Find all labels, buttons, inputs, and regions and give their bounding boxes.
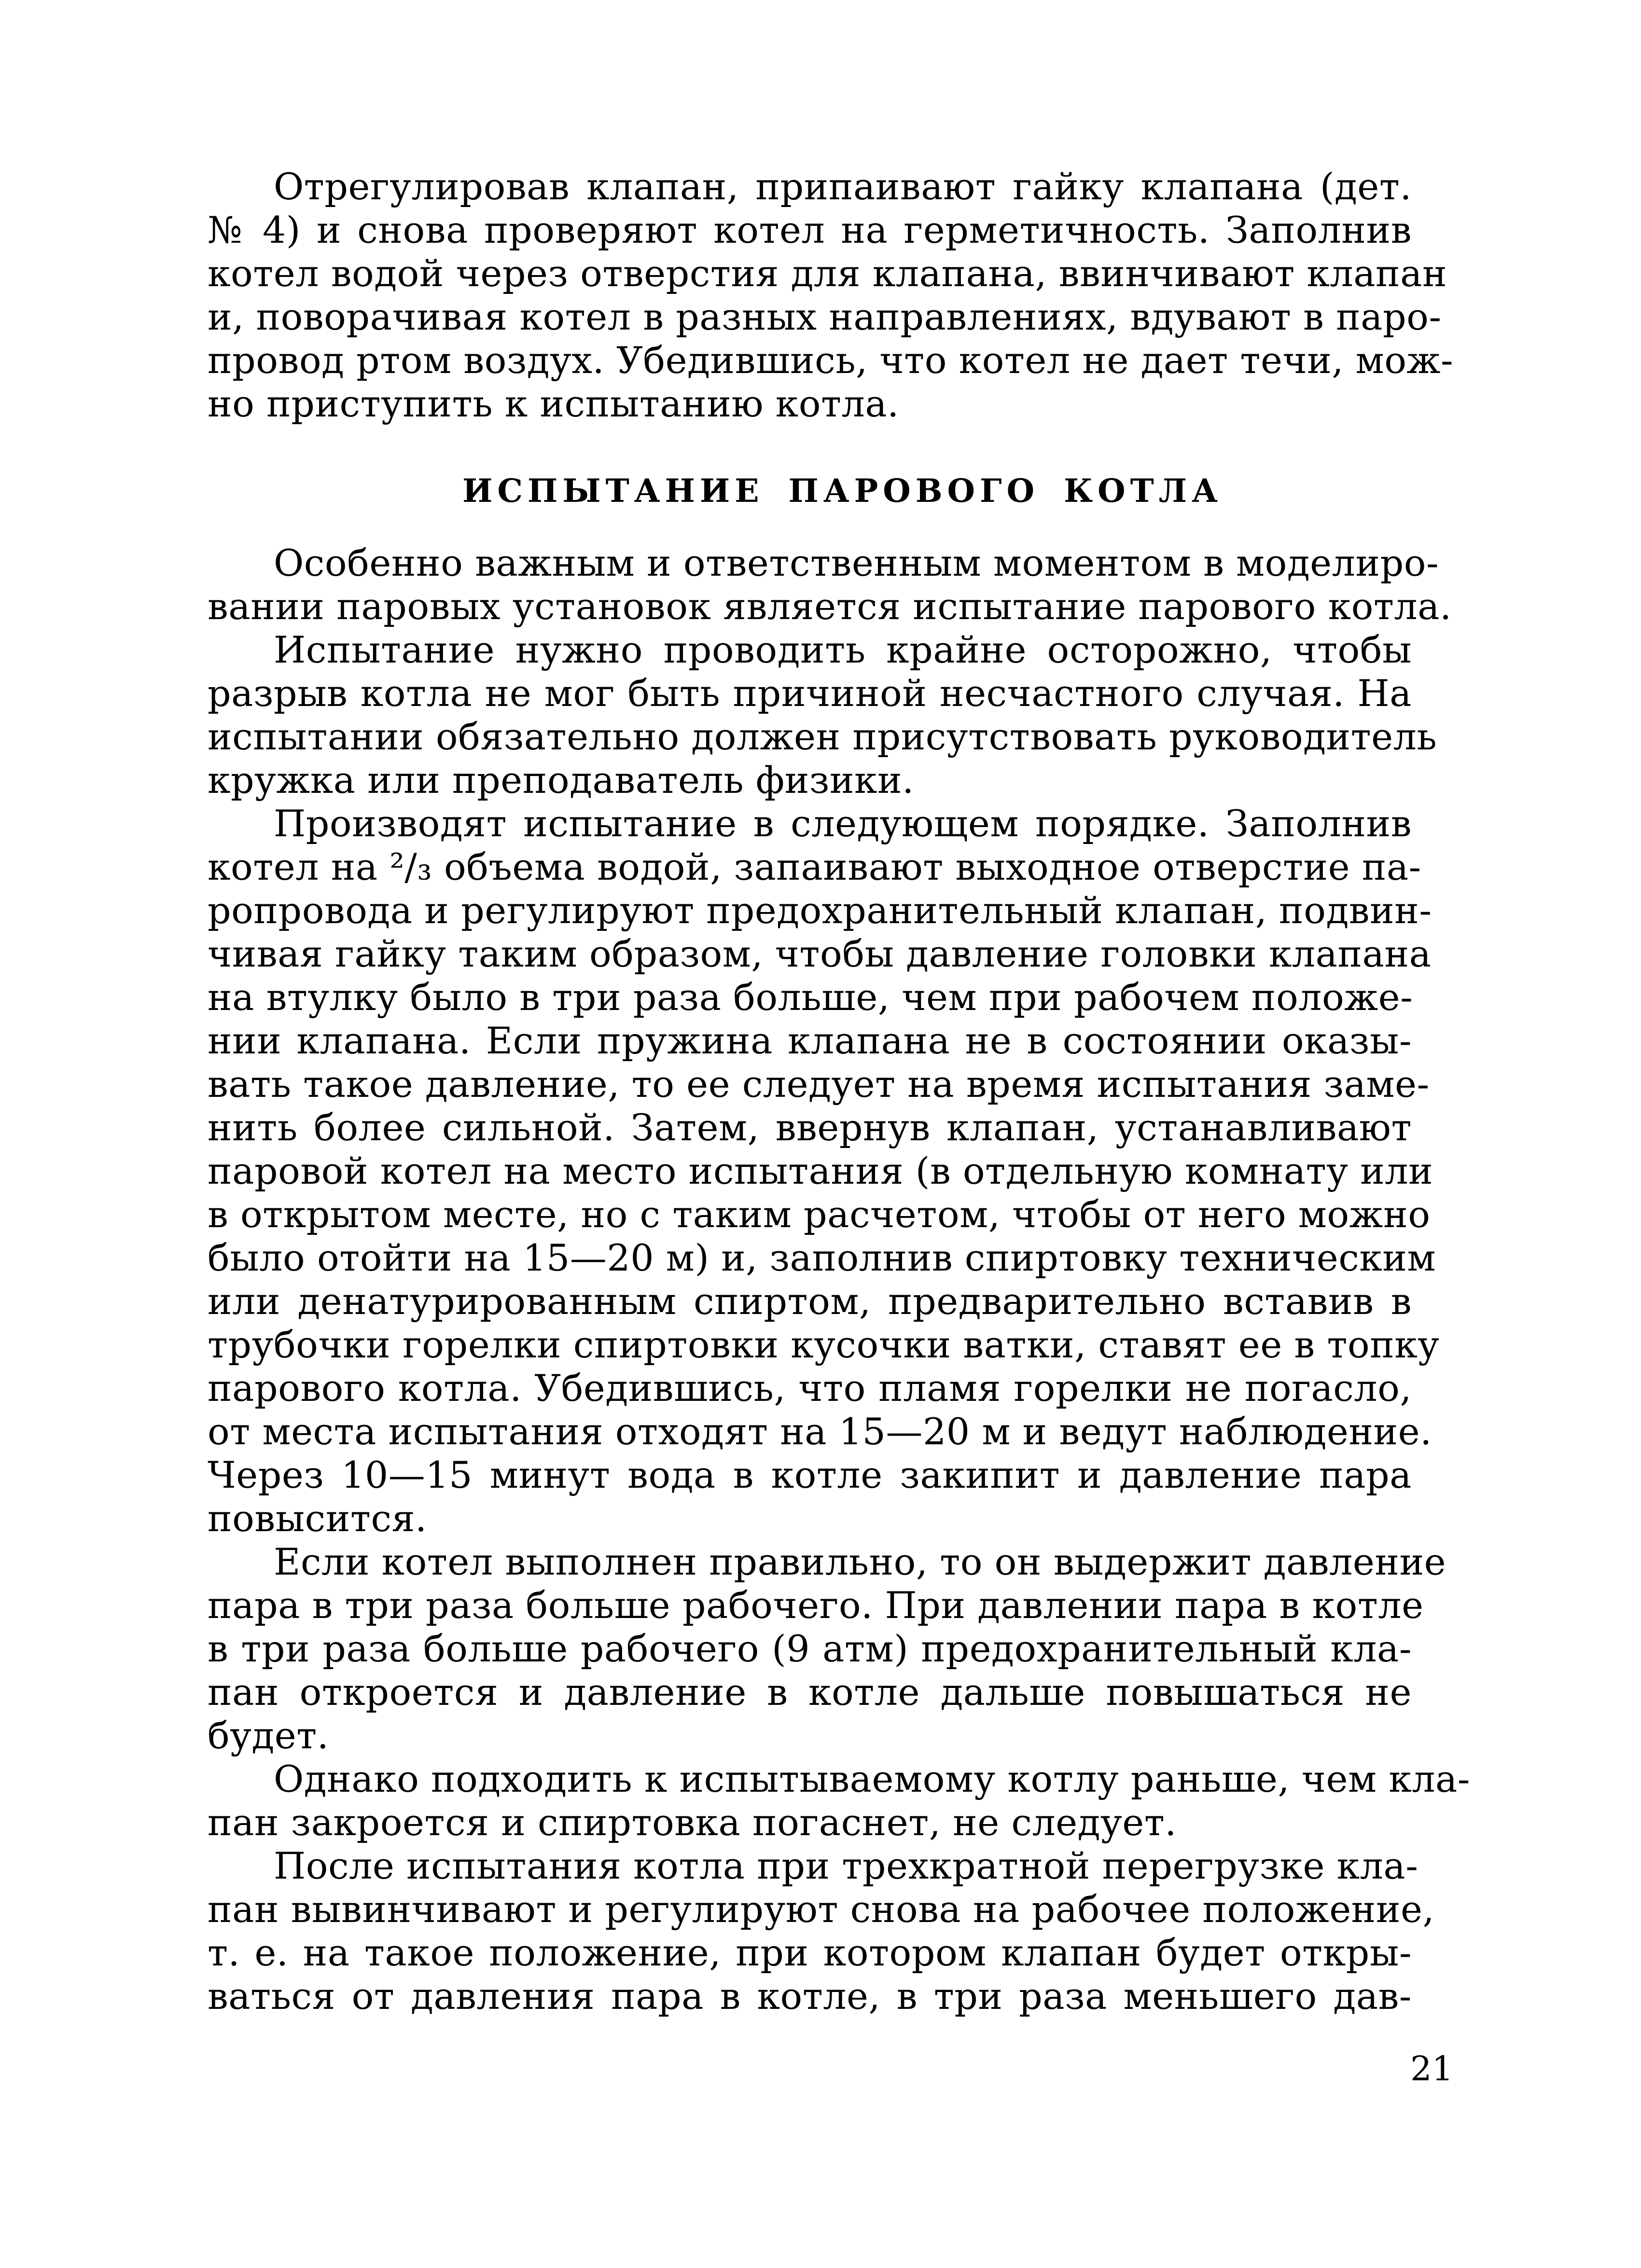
text-line: После испытания котла при трехкратной перегрузке кла- xyxy=(274,1844,1418,1887)
text-line: паровой котел на место испытания (в отдельную комнату или xyxy=(208,1149,1433,1192)
text-line: провод ртом воздух. Убедившись, что котел не дает течи, мож- xyxy=(208,339,1454,382)
text-line: пан откроется и давление в котле дальше повышаться не xyxy=(208,1671,1412,1714)
text-line: Если котел выполнен правильно, то он выдержит давление xyxy=(274,1540,1446,1583)
text-line: Производят испытание в следующем порядке. Заполнив xyxy=(274,802,1412,845)
text-line: Через 10—15 минут вода в котле закипит и давление пара xyxy=(208,1453,1412,1496)
paragraph xyxy=(208,541,1452,628)
paragraph xyxy=(208,1844,1435,2018)
text-line: на втулку было в три раза больше, чем при рабочем положе- xyxy=(208,976,1413,1019)
text-line: вать такое давление, то ее следует на время испытания заме- xyxy=(208,1063,1430,1106)
text-line: кружка или преподаватель физики. xyxy=(208,759,914,802)
paragraph xyxy=(208,628,1437,802)
intro-paragraphs xyxy=(208,165,1454,426)
page-number: 21 xyxy=(1410,2049,1454,2088)
text-line: было отойти на 15—20 м) и, заполнив спиртовку техническим xyxy=(208,1236,1436,1279)
text-line: Однако подходить к испытываемому котлу раньше, чем кла- xyxy=(274,1757,1470,1800)
text-line: в открытом месте, но с таким расчетом, чтобы от него можно xyxy=(208,1193,1431,1236)
text-line: ваться от давления пара в котле, в три раза меньшего дав- xyxy=(208,1975,1412,2018)
text-line: Испытание нужно проводить крайне осторожно, чтобы xyxy=(274,628,1412,671)
text-line: № 4) и снова проверяют котел на герметичность. Заполнив xyxy=(208,208,1412,251)
text-line: или денатурированным спиртом, предварительно вставив в xyxy=(208,1280,1412,1323)
text-line: разрыв котла не мог быть причиной несчастного случая. На xyxy=(208,672,1412,715)
text-line: т. е. на такое положение, при котором клапан будет откры- xyxy=(208,1931,1412,1974)
section-paragraphs xyxy=(208,541,1470,2018)
text-line: Отрегулировав клапан, припаивают гайку клапана (дет. xyxy=(274,165,1412,208)
text-line: котел водой через отверстия для клапана, ввинчивают клапан xyxy=(208,252,1447,295)
text-column xyxy=(208,165,1470,2018)
text-line: ропровода и регулируют предохранительный клапан, подвин- xyxy=(208,889,1432,932)
text-line: испытании обязательно должен присутствовать руководитель xyxy=(208,715,1437,758)
text-line: парового котла. Убедившись, что пламя горелки не погасло, xyxy=(208,1367,1412,1410)
text-line: трубочки горелки спиртовки кусочки ватки, ставят ее в топку xyxy=(208,1323,1440,1366)
text-line: и, поворачивая котел в разных направлениях, вдувают в паро- xyxy=(208,295,1442,338)
text-line: пан закроется и спиртовка погаснет, не следует. xyxy=(208,1801,1177,1844)
text-line: Особенно важным и ответственным моментом в моделиро- xyxy=(274,541,1439,584)
section-heading: ИСПЫТАНИЕ ПАРОВОГО КОТЛА xyxy=(462,472,1223,510)
text-line: нии клапана. Если пружина клапана не в состоянии оказы- xyxy=(208,1019,1412,1062)
text-line: котел на ²/₃ объема водой, запаивают выходное отверстие па- xyxy=(208,845,1421,888)
text-line: будет. xyxy=(208,1714,329,1757)
text-line: пара в три раза больше рабочего. При давлении пара в котле xyxy=(208,1584,1424,1627)
text-line: вании паровых установок является испытание парового котла. xyxy=(208,585,1452,628)
paragraph xyxy=(208,1540,1446,1757)
text-line: чивая гайку таким образом, чтобы давление головки клапана xyxy=(208,932,1432,975)
text-line: в три раза больше рабочего (9 атм) предохранительный кла- xyxy=(208,1627,1412,1670)
paragraph xyxy=(208,802,1440,1540)
text-line: пан вывинчивают и регулируют снова на рабочее положение, xyxy=(208,1888,1435,1931)
paragraph xyxy=(208,165,1454,426)
paragraph xyxy=(208,1757,1470,1844)
text-line: но приступить к испытанию котла. xyxy=(208,382,899,425)
text-line: нить более сильной. Затем, ввернув клапан, устанавливают xyxy=(208,1106,1412,1149)
text-line: повысится. xyxy=(208,1497,427,1540)
text-line: от места испытания отходят на 15—20 м и ведут наблюдение. xyxy=(208,1410,1432,1453)
